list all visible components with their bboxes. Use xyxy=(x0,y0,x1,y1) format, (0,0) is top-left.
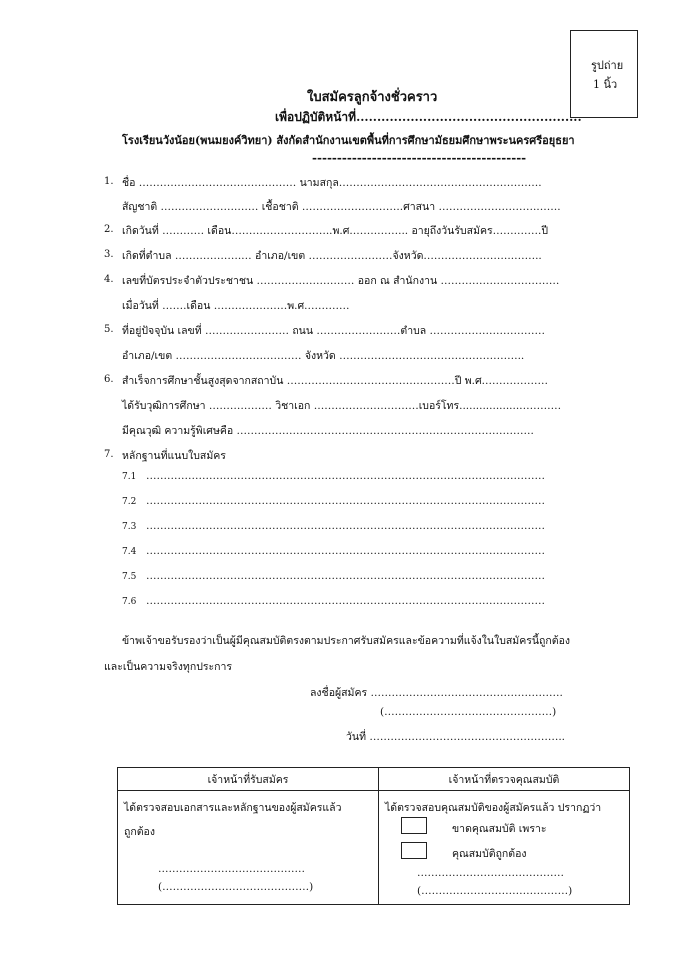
attachment-line: …………………………………………………………………………………………………… xyxy=(146,545,545,557)
attachment-line: …………………………………………………………………………………………………… xyxy=(146,495,545,507)
nationality-line: สัญชาติ ………………….…… เชื้อชาติ ………………………..ศาสนา ……………………….……. xyxy=(122,201,561,213)
lacking-qualification-label: ขาดคุณสมบัติ เพราะ xyxy=(452,823,547,835)
item-number: 6. xyxy=(104,374,114,385)
declaration-text-cont: และเป็นความจริงทุกประการ xyxy=(104,661,233,673)
applicant-name: (…………………………………………) xyxy=(380,706,557,718)
checking-officer-cell xyxy=(379,791,630,905)
birthplace-line: เกิดที่ตำบล ……………….… อำเภอ/เขต ……………………จังหวัด……………………..…….. xyxy=(122,250,542,262)
receiving-check-result: ถูกต้อง xyxy=(124,826,155,838)
qualification-correct-label: คุณสมบัติถูกต้อง xyxy=(452,848,527,860)
receiving-officer-header: เจ้าหน้าที่รับสมัคร xyxy=(118,768,379,791)
attachment-line: …………………………………………………………………………………………………… xyxy=(146,470,545,482)
address-line: ที่อยู่ปัจจุบัน เลขที่ …………………… ถนน ……………………ตำบล …………………………… xyxy=(122,325,546,337)
applicant-signature: ลงชื่อผู้สมัคร ………………………………………………. xyxy=(310,687,563,699)
attachment-number: 7.2 xyxy=(122,497,137,507)
birthdate-line: เกิดวันที่ ………… เดือน………………………..พ.ศ.…….……... อายุถึงวันรับสมัคร…….…….ปี xyxy=(122,225,549,237)
attachment-line: …………………………………………………………………………………………………… xyxy=(146,595,545,607)
checking-officer-name: (……………………………………) xyxy=(417,885,573,897)
id-issue-date-line: เมื่อวันที่ …….เดือน …………………พ.ศ.………… xyxy=(122,300,350,312)
form-title: ใบสมัครลูกจ้างชั่วคราว xyxy=(307,90,438,105)
receiving-check-text: ได้ตรวจสอบเอกสารและหลักฐานของผู้สมัครแล้ว xyxy=(124,802,342,814)
special-skill-line: มีคุณวุฒิ ความรู้พิเศษคือ …………………………………………………………………………. xyxy=(122,425,534,437)
school-name: โรงเรียนวังน้อย(พนมยงค์วิทยา) สังกัดสำนักงานเขตพื้นที่การศึกษามัธยมศึกษาพระนครศรีอยุธยา xyxy=(122,134,575,147)
attachment-number: 7.4 xyxy=(122,547,137,557)
receiving-officer-cell xyxy=(118,791,379,905)
attachment-number: 7.3 xyxy=(122,522,137,532)
item-number: 4. xyxy=(104,274,114,285)
attachments-heading: หลักฐานที่แนบใบสมัคร xyxy=(122,450,226,462)
address-district-line: อำเภอ/เขต ……………………………… จังหวัด …………………………………………….. xyxy=(122,350,525,362)
lacking-qualification-checkbox[interactable] xyxy=(401,817,427,834)
receiving-officer-name: (……………………………………) xyxy=(158,881,314,893)
photo-size: 1 นิ้ว xyxy=(593,78,618,91)
item-number: 3. xyxy=(104,249,114,260)
checking-officer-header: เจ้าหน้าที่ตรวจคุณสมบัติ xyxy=(379,768,630,791)
declaration-text: ข้าพเจ้าขอรับรองว่าเป็นผู้มีคุณสมบัติตรงตามประกาศรับสมัครและข้อความที่แจ้งในใบสมัครนี้ถูกต้อง xyxy=(122,635,571,647)
education-line: สำเร็จการศึกษาชั้นสูงสุดจากสถาบัน …………………………………………ปี พ.ศ.……………… xyxy=(122,375,548,387)
checking-text: ได้ตรวจสอบคุณสมบัติของผู้สมัครแล้ว ปรากฏว่า xyxy=(385,802,602,814)
qualification-correct-checkbox[interactable] xyxy=(401,842,427,859)
officer-table xyxy=(117,767,630,905)
degree-line: ได้รับวุฒิการศึกษา ……………… วิชาเอก …………………………เบอร์โทร..................………… xyxy=(122,400,562,412)
attachment-line: …………………………………………………………………………………………………… xyxy=(146,570,545,582)
divider: ------------------------------------------- xyxy=(312,151,527,165)
photo-box xyxy=(570,30,638,118)
item-number: 7. xyxy=(104,449,114,460)
checking-officer-signature: …………………………………… xyxy=(417,867,564,879)
form-subtitle: เพื่อปฏิบัติหน้าที่...................................................... xyxy=(275,110,582,124)
application-date: วันที่ ……………………………………………….. xyxy=(346,731,566,743)
attachment-line: …………………………………………………………………………………………………… xyxy=(146,520,545,532)
attachment-number: 7.6 xyxy=(122,597,137,607)
id-card-line: เลขที่บัตรประจำตัวประชาชน ………………….…… ออก ณ สำนักงาน ……………….…………… xyxy=(122,275,560,287)
item-number: 5. xyxy=(104,324,114,335)
name-line: ชื่อ ……………………………………… นามสกุล…………………………………………………. xyxy=(122,177,542,189)
attachment-number: 7.1 xyxy=(122,472,137,482)
photo-label: รูปถ่าย xyxy=(591,59,624,72)
attachment-number: 7.5 xyxy=(122,572,137,582)
receiving-officer-signature: …………………………………… xyxy=(158,863,305,875)
item-number: 2. xyxy=(104,224,114,235)
item-number: 1. xyxy=(104,176,114,187)
